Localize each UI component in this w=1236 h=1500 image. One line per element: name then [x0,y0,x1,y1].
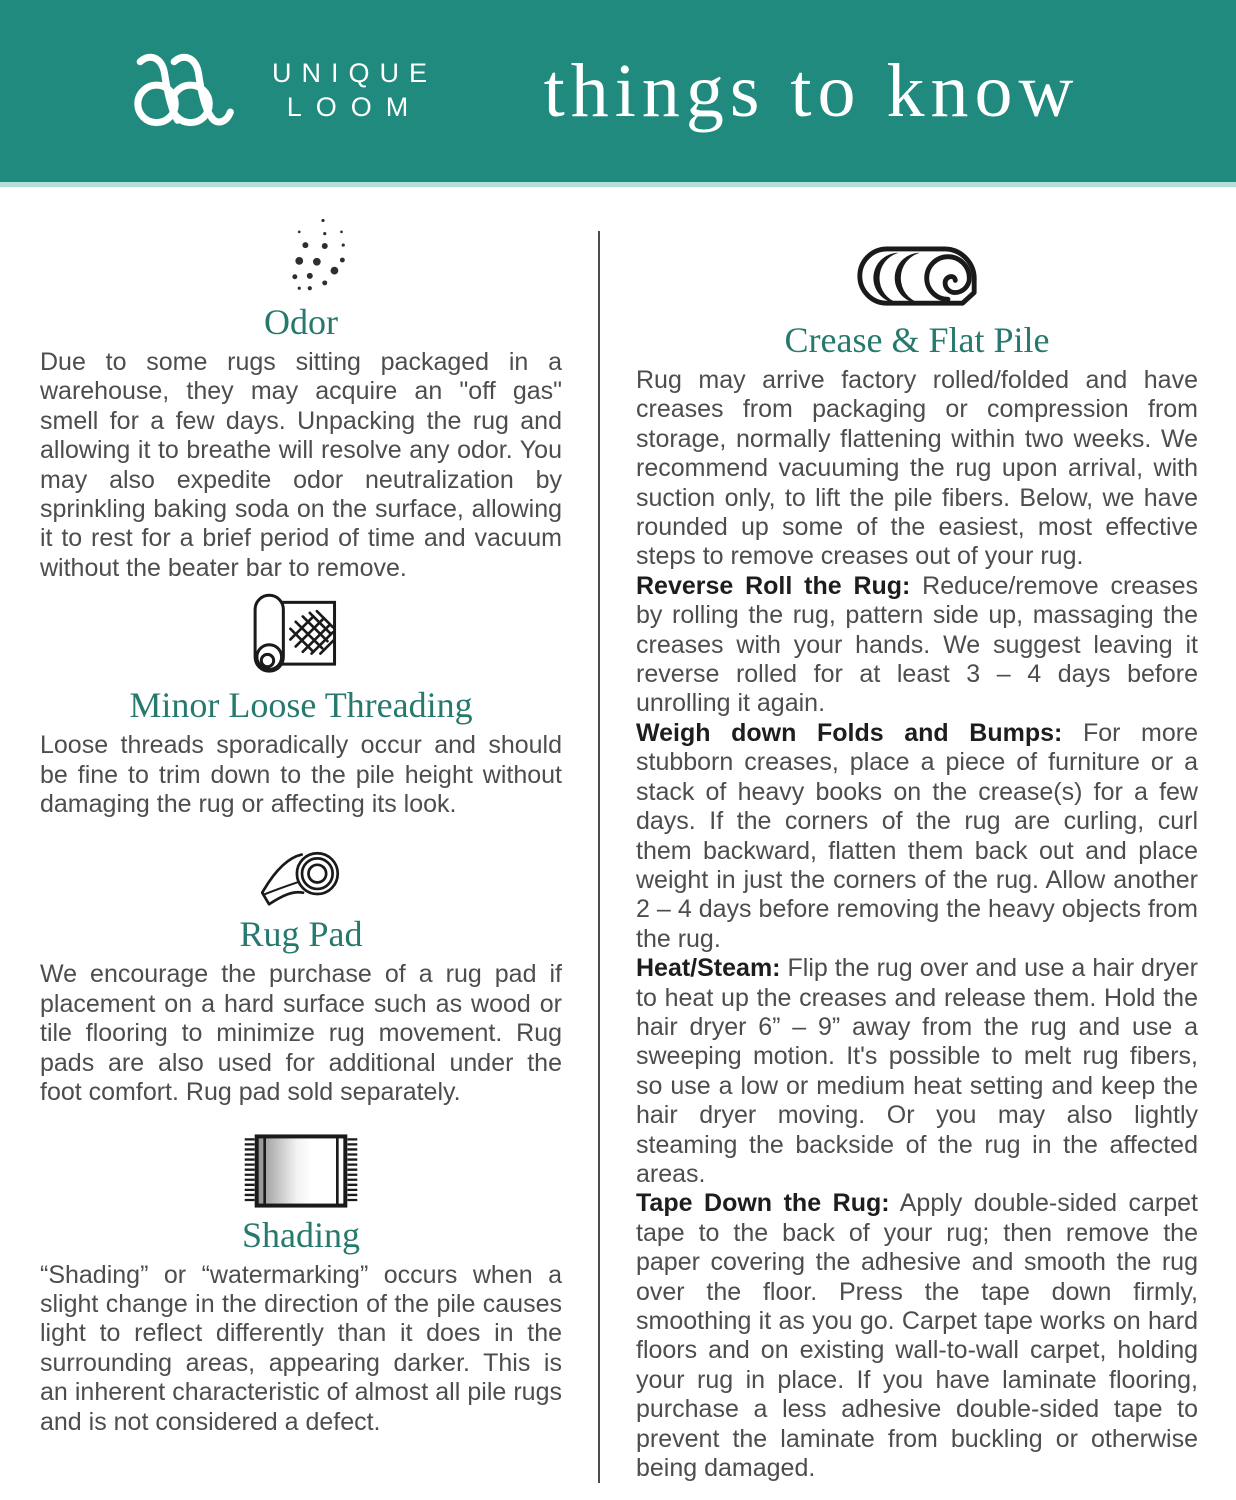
tip-tape-down-text: Apply double-sided carpet tape to the back of your rug; then remove the paper covering the adhesive and smooth the rug over the floor. Press the tape down firmly, smoothing it as you go. Carpet tape works on hard floors and on existing wall-to-wall carpet, holding your rug in place. If you have laminate flooring, purchase a less adhesive double-sided tape to prevent the laminate from buckling or otherwise being damaged. [636,1189,1198,1483]
header-banner [0,0,1236,182]
tip-tape-down [636,1189,1198,1483]
tip-weigh-down-label: Weigh down Folds and Bumps: [636,718,1063,747]
odor-particles-icon [249,209,353,226]
rolled-rug-side-icon [854,241,980,258]
brand-name-bottom: LOOM [286,92,423,122]
left-column [0,187,598,1483]
section-heading-rug-pad: Rug Pad [239,914,363,955]
section-crease-flat-pile [636,241,1198,1483]
section-odor [40,209,562,583]
section-minor-loose-threading [40,590,562,819]
brand-name-top: UNIQUE [272,58,438,89]
tip-reverse-roll-label: Reverse Roll the Rug: [636,571,911,600]
tip-weigh-down-text: For more stubborn creases, place a piece of furniture or a stack of heavy books on the crease(s) for a few days. If the corners of the rug are curling, curl them backward, flatten them back out and place weight in just the corners of the rug. Allow another 2 – 4 days before removing the heavy objects from the rug. [636,718,1198,953]
section-heading-odor: Odor [264,302,338,342]
section-heading-crease: Crease & Flat Pile [784,320,1050,360]
rolled-rug-crosshatch-icon [248,590,354,607]
section-rug-pad [40,841,562,1107]
content-area [0,187,1236,1483]
section-heading-shading: Shading [241,1214,360,1255]
tip-weigh-down [636,719,1198,954]
section-heading-threading: Minor Loose Threading [129,685,473,726]
section-body-shading: “Shading” or “watermarking” occurs when a slight change in the direction of the pile causes light to reflect differently than it does in the surrounding areas, appearing darker. This is an inherent characteristic of almost all pile rugs and is not considered a defect. [40,1260,562,1436]
brand-block [128,50,437,132]
section-body-threading: Loose threads sporadically occur and should be fine to trim down to the pile height without damaging the rug or affecting its look. [40,731,562,819]
tip-tape-down-label: Tape Down the Rug: [636,1189,890,1218]
section-body-odor: Due to some rugs sitting packaged in a warehouse, they may acquire an "off gas" smell for a few days. Unpacking the rug and allowing it to breathe will resolve any odor. You may also expedite odor neutralization by sprinkling baking soda on the surface, allowing it to rest for a brief period of time and vacuum without the beater bar to remove. [40,348,562,582]
tip-heat-steam [636,954,1198,1189]
tip-reverse-roll [636,572,1198,719]
right-column [600,187,1236,1483]
brand-name [272,57,437,125]
page-title: things to know [543,48,1080,133]
tip-heat-steam-text: Flip the rug over and use a hair dryer to heat up the creases and release them. Hold the hair dryer 6” – 9” away from the rug and use a sweeping motion. It's possible to melt rug fibers, so use a low or medium heat setting and keep the hair dryer moving. Or you may also lightly steaming the backside of the rug in the affected areas. [636,954,1198,1188]
section-shading [40,1132,562,1437]
fringed-rug-icon [242,1132,360,1149]
tip-reverse-roll-text: Reduce/remove creases by rolling the rug, pattern side up, massaging the creases with your hands. We suggest leaving it reverse rolled for at least 3 – 4 days before unrolling it again. [636,571,1199,718]
tip-heat-steam-label: Heat/Steam: [636,954,781,983]
unique-loom-logo-icon [128,50,246,132]
section-body-rug-pad: We encourage the purchase of a rug pad if placement on a hard surface such as wood or tile flooring to minimize rug movement. Rug pads are also used for additional under the foot comfort. Rug pad sold separately. [40,960,562,1107]
rug-pad-roll-icon [240,841,362,858]
section-intro-crease: Rug may arrive factory rolled/folded and have creases from packaging or compression from storage, normally flattening within two weeks. We recommend vacuuming the rug upon arrival, with suction only, to lift the pile fibers. Below, we have rounded up some of the easiest, most effective steps to remove creases out of your rug. [636,366,1198,571]
